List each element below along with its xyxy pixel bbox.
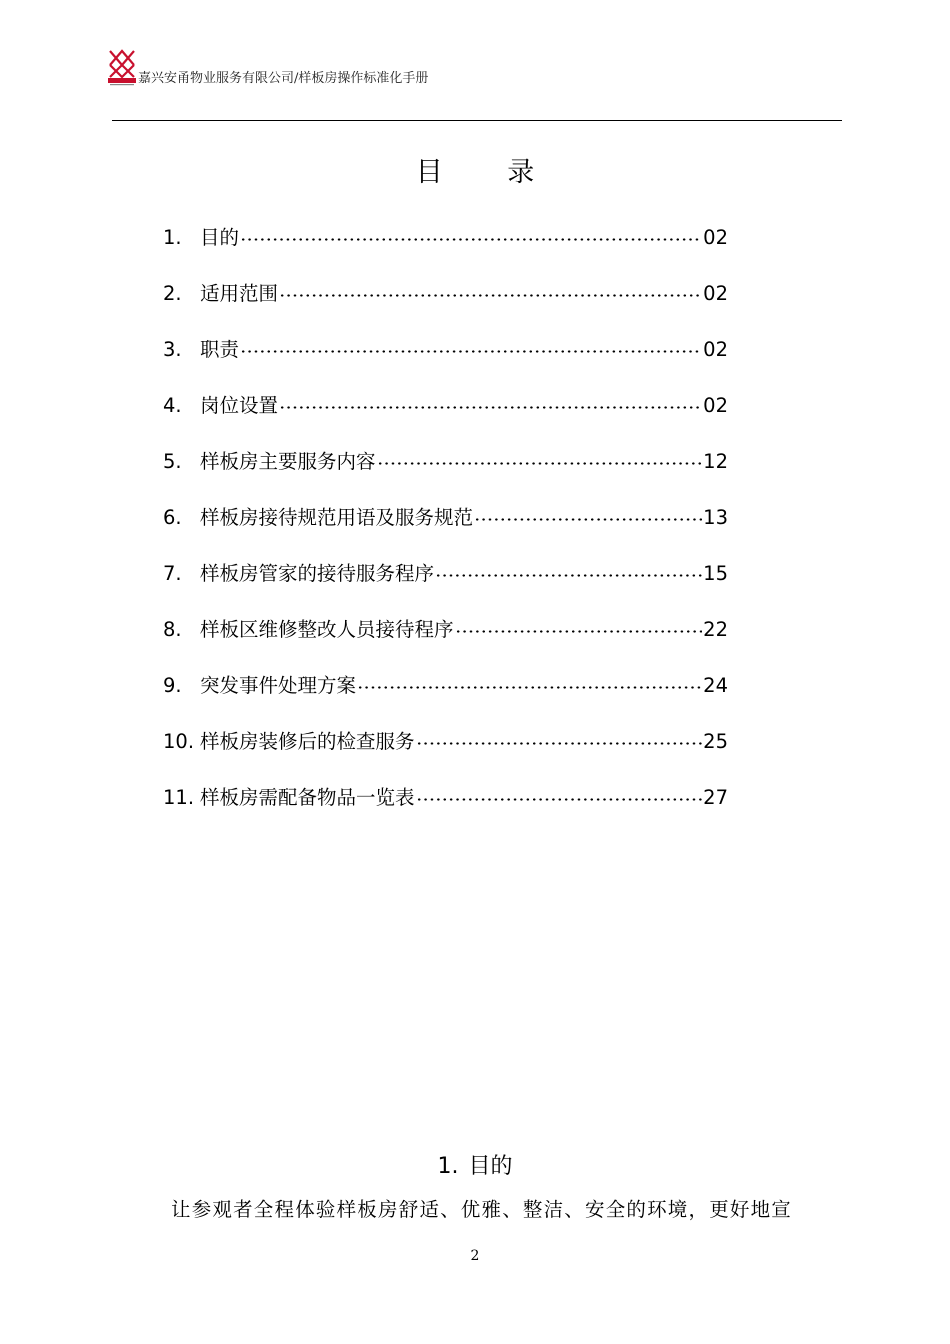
company-logo-icon — [107, 48, 137, 86]
toc-entry-label: 岗位设置 — [200, 394, 279, 417]
header-divider — [112, 120, 842, 121]
toc-entry-number: 9. — [163, 674, 182, 697]
toc-entry-page: 02 — [703, 394, 728, 417]
toc-entry-number: 4. — [163, 394, 182, 417]
toc-entry-number: 3. — [163, 338, 182, 361]
toc-dot-leader — [279, 390, 702, 422]
toc-entry-number: 10. — [163, 730, 195, 753]
section-number: 1. — [437, 1154, 459, 1179]
toc-entry-number: 5. — [163, 450, 182, 473]
toc-entry-page: 22 — [703, 618, 728, 641]
toc-entry[interactable] — [163, 726, 728, 782]
toc-entry[interactable] — [163, 502, 728, 558]
toc-entry-page: 02 — [703, 282, 728, 305]
toc-entry-number: 2. — [163, 282, 182, 305]
toc-entry-number: 1. — [163, 226, 182, 249]
toc-dot-leader — [455, 614, 703, 646]
toc-entry[interactable] — [163, 670, 728, 726]
toc-dot-leader — [435, 558, 702, 590]
toc-entry-page: 02 — [703, 226, 728, 249]
toc-entry-label: 职责 — [200, 338, 240, 361]
toc-entry-page: 15 — [703, 562, 728, 585]
toc-entry-label: 样板房主要服务内容 — [200, 450, 376, 473]
toc-entry-number: 11. — [163, 786, 195, 809]
toc-entry[interactable] — [163, 446, 728, 502]
page-header — [107, 48, 842, 88]
section-title: 目的 — [468, 1154, 513, 1179]
section-body-text: 让参观者全程体验样板房舒适、优雅、整洁、安全的环境，更好地宣 — [171, 1198, 793, 1221]
toc-entry[interactable] — [163, 782, 728, 838]
toc-entry-page: 24 — [703, 674, 728, 697]
toc-entry[interactable] — [163, 614, 728, 670]
toc-title: 目 录 — [415, 157, 563, 188]
toc-entry-number: 8. — [163, 618, 182, 641]
toc-entry-label: 样板房接待规范用语及服务规范 — [200, 506, 474, 529]
toc-dot-leader — [357, 670, 702, 702]
section-heading — [0, 1149, 950, 1180]
toc-dot-leader — [416, 782, 703, 814]
toc-dot-leader — [240, 222, 702, 254]
toc-entry-number: 6. — [163, 506, 182, 529]
toc-entry-label: 样板区维修整改人员接待程序 — [200, 618, 454, 641]
toc-dot-leader — [416, 726, 703, 758]
toc-entry-label: 样板房管家的接待服务程序 — [200, 562, 435, 585]
toc-entry-page: 13 — [703, 506, 728, 529]
toc-entry-label: 适用范围 — [200, 282, 279, 305]
toc-dot-leader — [474, 502, 702, 534]
page-number: 2 — [470, 1248, 480, 1264]
toc-entry[interactable] — [163, 334, 728, 390]
header-title: 嘉兴安甬物业服务有限公司/样板房操作标准化手册 — [138, 71, 429, 86]
toc-entry-page: 27 — [703, 786, 728, 809]
toc-entry-label: 样板房装修后的检查服务 — [200, 730, 415, 753]
toc-entry[interactable] — [163, 558, 728, 614]
toc-dot-leader — [240, 334, 702, 366]
toc-entry-label: 样板房需配备物品一览表 — [200, 786, 415, 809]
toc-dot-leader — [377, 446, 703, 478]
toc-entry[interactable] — [163, 390, 728, 446]
toc-entry-label: 突发事件处理方案 — [200, 674, 357, 697]
toc-entry-label: 目的 — [200, 226, 240, 249]
table-of-contents — [163, 222, 728, 838]
toc-entry[interactable] — [163, 278, 728, 334]
toc-entry[interactable] — [163, 222, 728, 278]
toc-dot-leader — [279, 278, 702, 310]
toc-entry-page: 02 — [703, 338, 728, 361]
toc-entry-page: 25 — [703, 730, 728, 753]
toc-entry-page: 12 — [703, 450, 728, 473]
toc-entry-number: 7. — [163, 562, 182, 585]
